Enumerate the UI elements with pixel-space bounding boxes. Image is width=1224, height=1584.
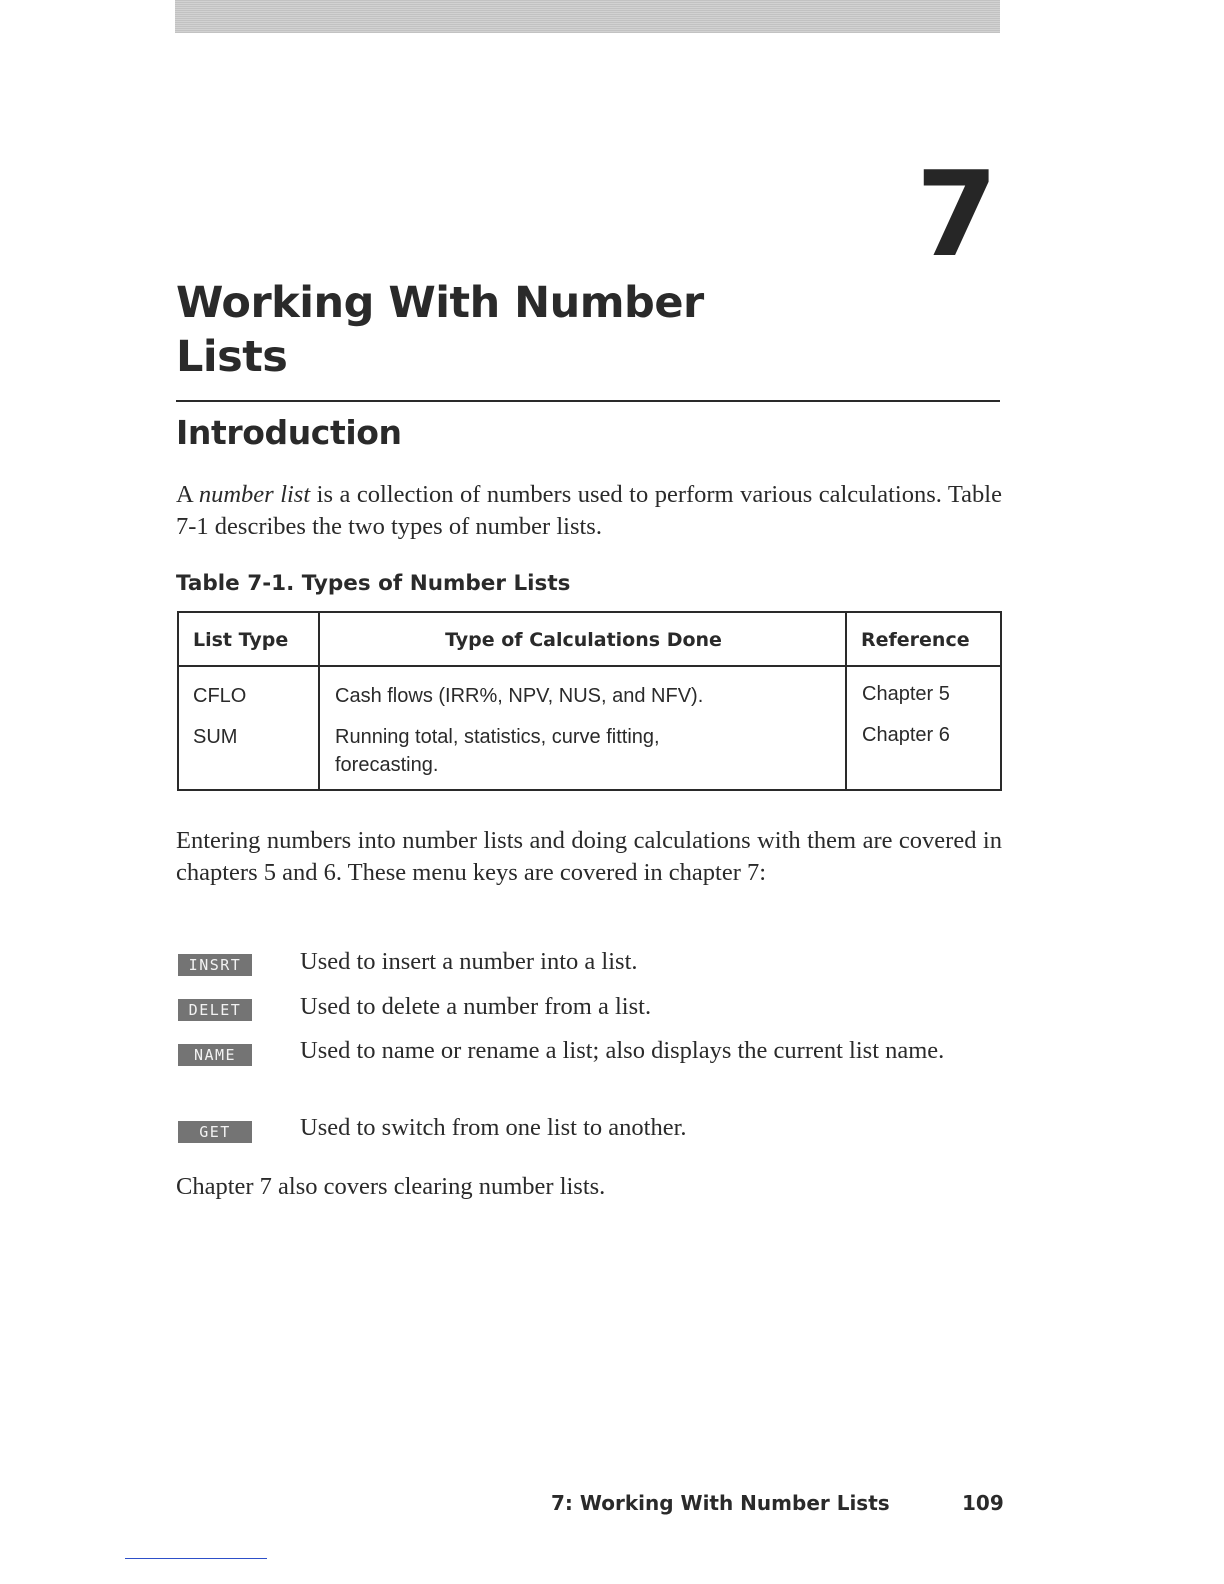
bottom-edge-mark bbox=[125, 1558, 267, 1559]
name-menu-key: NAME bbox=[178, 1044, 252, 1066]
page-number: 109 bbox=[962, 1491, 1004, 1515]
section-rule bbox=[176, 400, 1000, 402]
cell-calculations: Running total, statistics, curve fitting, forecasting. bbox=[335, 726, 660, 776]
intro-prefix: A bbox=[176, 481, 199, 508]
header-list-type: List Type bbox=[179, 613, 320, 667]
after-table-paragraph: Entering numbers into number lists and doing calculations with them are covered in chapters 5 and 6. These menu keys are covered in chapter 7: bbox=[176, 827, 1002, 886]
cell-list-type: CFLO bbox=[193, 685, 247, 707]
get-menu-key: GET bbox=[178, 1121, 252, 1143]
intro-paragraph bbox=[176, 479, 1002, 543]
chapter-title bbox=[176, 276, 704, 384]
chapter-title-line-1: Working With Number bbox=[176, 278, 704, 328]
name-description: Used to name or rename a list; also displays the current list name. bbox=[300, 1037, 945, 1064]
table-caption: Table 7-1. Types of Number Lists bbox=[176, 571, 571, 596]
table-divider-2 bbox=[845, 613, 847, 789]
delet-menu-key: DELET bbox=[178, 999, 252, 1021]
number-list-types-table bbox=[177, 611, 1002, 791]
intro-term: number list bbox=[198, 481, 311, 508]
section-heading: Introduction bbox=[176, 413, 402, 452]
top-band bbox=[175, 0, 1000, 33]
cell-list-type: SUM bbox=[193, 726, 238, 748]
delet-description: Used to delete a number from a list. bbox=[300, 993, 652, 1020]
chapter-title-line-2: Lists bbox=[176, 332, 288, 382]
insrt-menu-key: INSRT bbox=[178, 954, 252, 976]
footer-title: 7: Working With Number Lists bbox=[551, 1491, 890, 1515]
chapter-number: 7 bbox=[915, 145, 998, 283]
closing-paragraph: Chapter 7 also covers clearing number lists. bbox=[176, 1173, 606, 1200]
intro-suffix: is a collection of numbers used to perform various calculations. Table 7-1 describes the two types of number lists. bbox=[176, 481, 1002, 540]
header-calculations: Type of Calculations Done bbox=[320, 613, 847, 667]
get-description: Used to switch from one list to another. bbox=[300, 1114, 687, 1141]
cell-reference: Chapter 5 bbox=[862, 683, 950, 705]
insrt-description: Used to insert a number into a list. bbox=[300, 948, 638, 975]
table-divider-1 bbox=[318, 613, 320, 789]
cell-reference: Chapter 6 bbox=[862, 724, 950, 746]
header-reference: Reference bbox=[847, 613, 1002, 667]
cell-calculations: Cash flows (IRR%, NPV, NUS, and NFV). bbox=[335, 685, 704, 707]
